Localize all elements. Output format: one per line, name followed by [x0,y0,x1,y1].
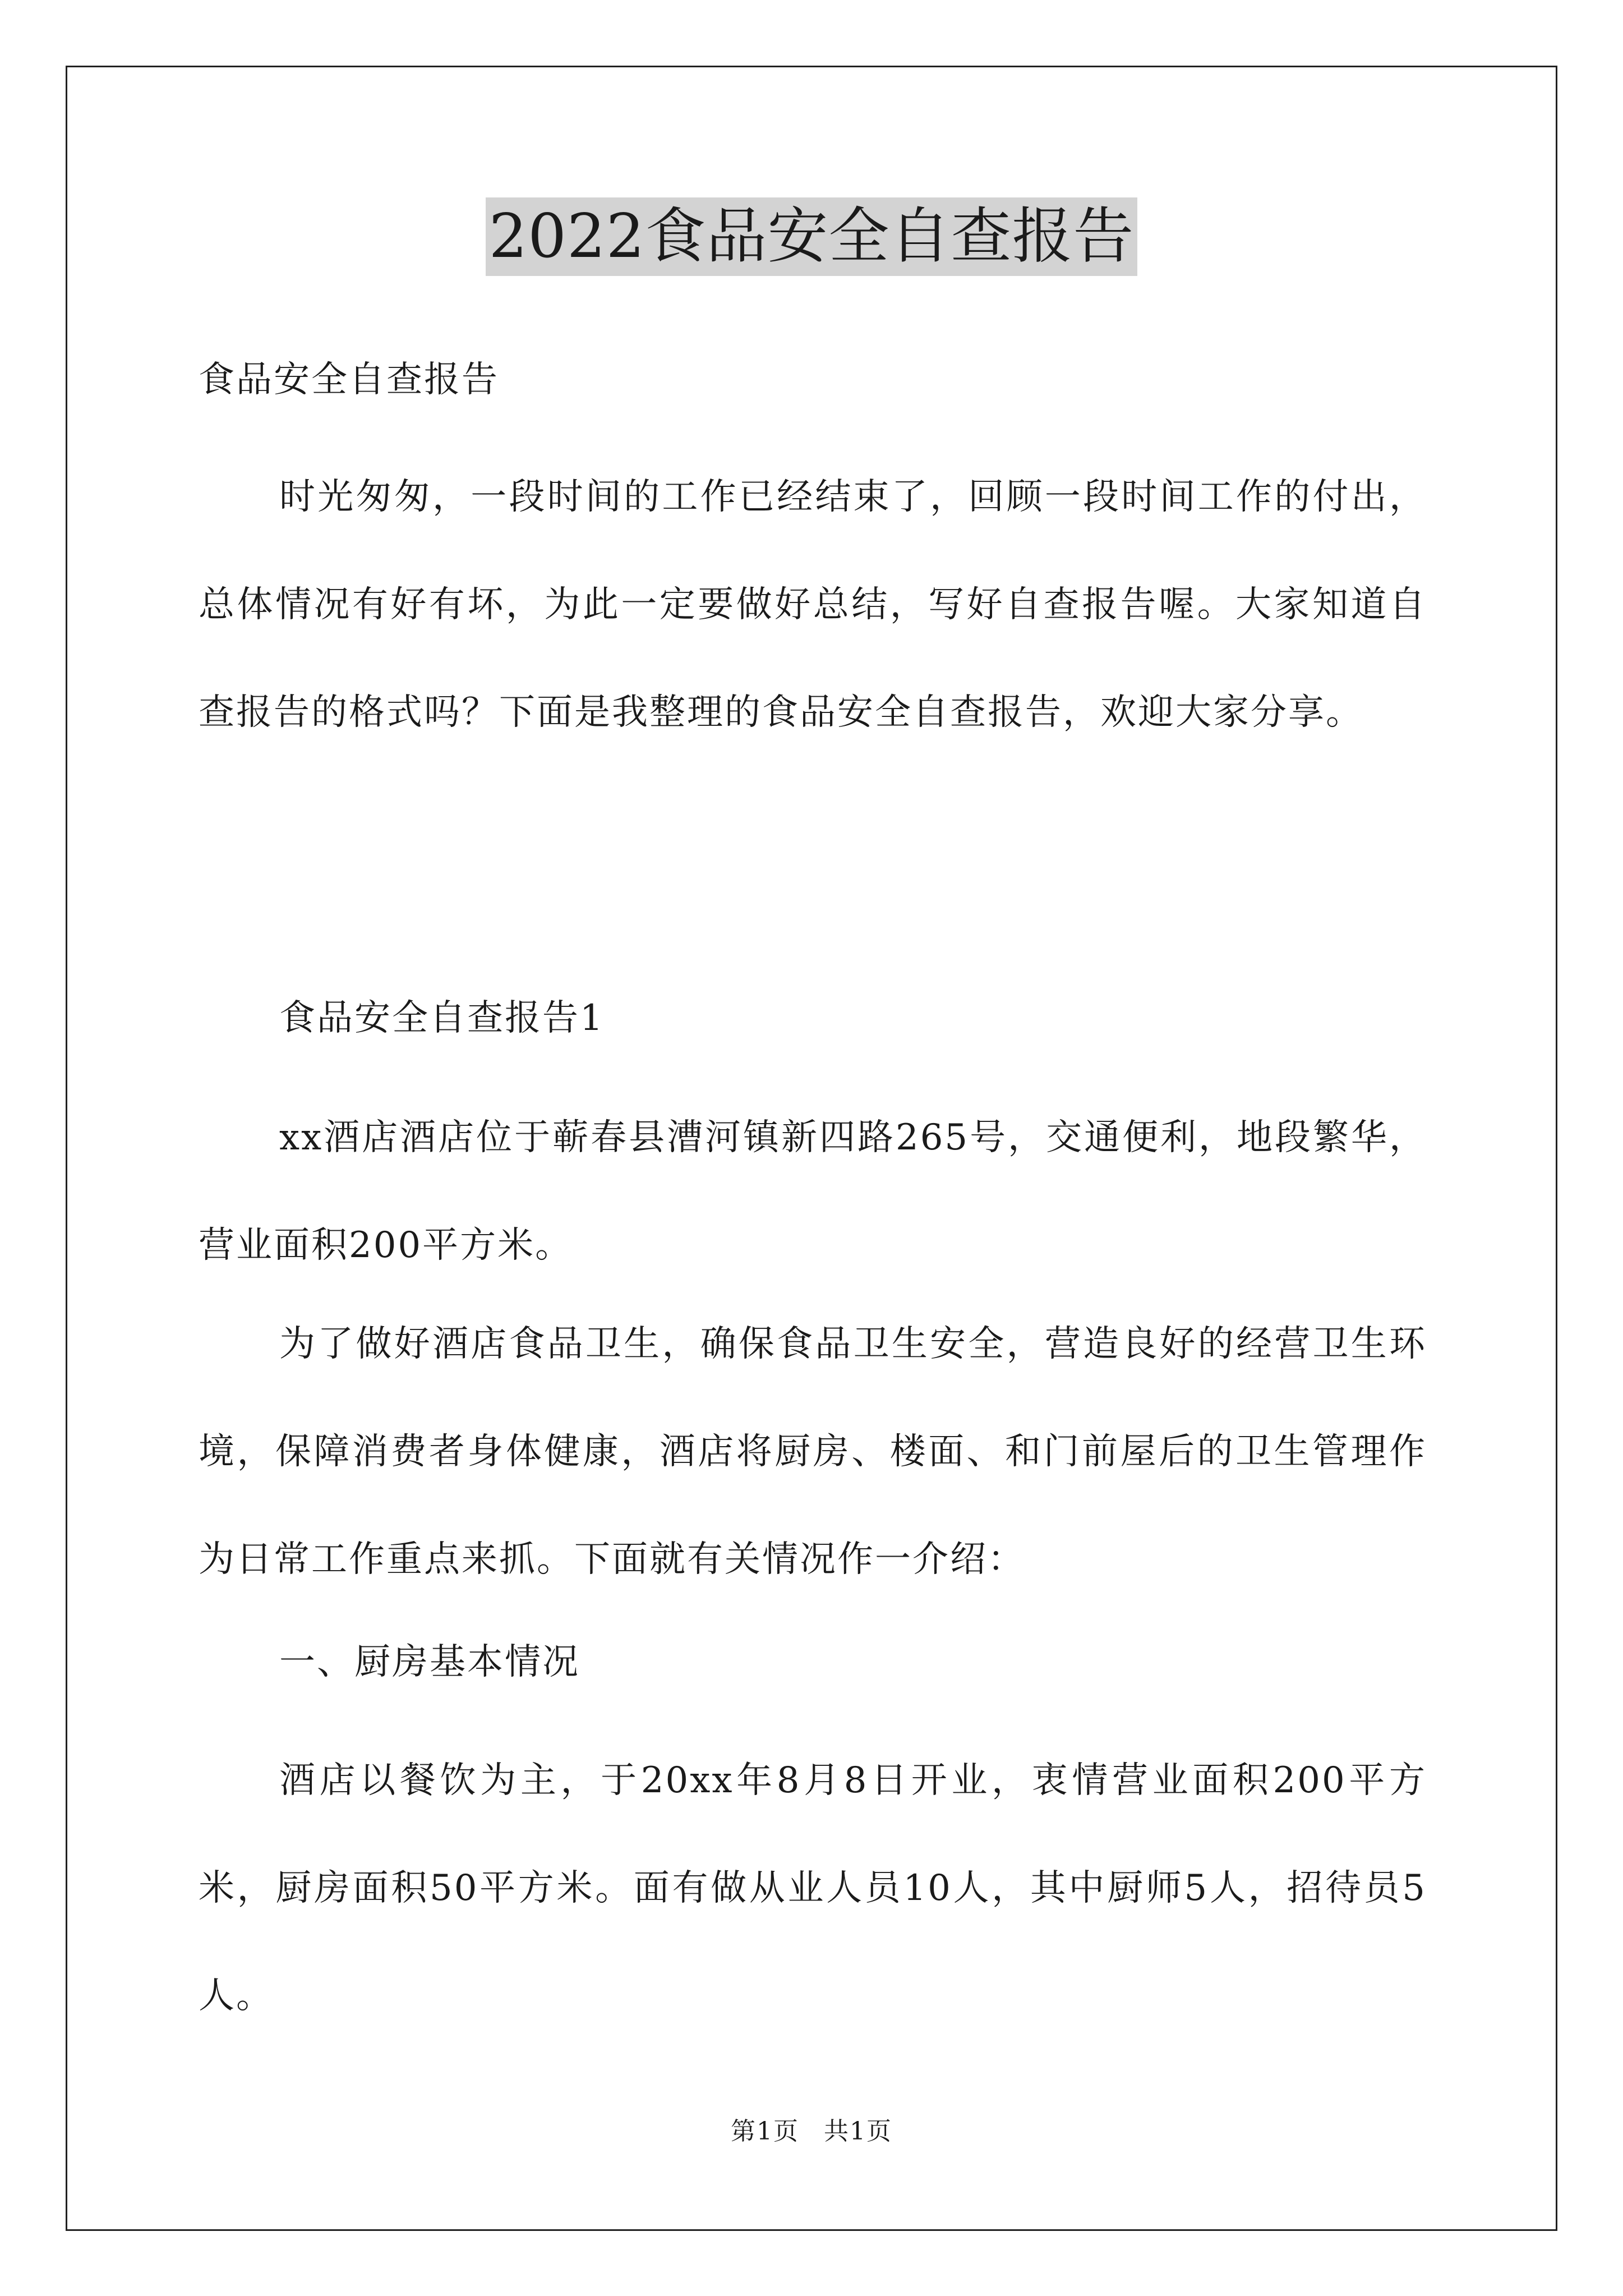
hotel-location-block [199,1084,1427,1299]
title-wrapper [0,197,1623,276]
page-footer [0,2115,1623,2148]
kitchen-details-paragraph: 酒店以餐饮为主，于20xx年8月8日开业，衷情营业面积200平方米，厨房面积50平方米。面有做从业人员10人，其中厨师5人，招待员5人。 [199,1760,1427,2017]
document-title: 2022食品安全自查报告 [486,197,1138,276]
hygiene-intro-paragraph: 为了做好酒店食品卫生，确保食品卫生安全，营造良好的经营卫生环境，保障消费者身体健康，酒店将厨房、楼面、和门前屋后的卫生管理作为日常工作重点来抓。下面就有关情况作一介绍： [199,1323,1427,1580]
intro-block [199,443,1427,766]
hygiene-intro-block [199,1290,1427,1613]
kitchen-heading: 一、厨房基本情况 [279,1641,580,1683]
page-number-current: 第1页 [731,2117,799,2146]
page-number-total: 共1页 [824,2117,892,2146]
hotel-location-paragraph: xx酒店酒店位于蕲春县漕河镇新四路265号，交通便利，地段繁华，营业面积200平方米。 [199,1117,1427,1266]
section-heading-report-1: 食品安全自查报告1 [279,997,605,1039]
intro-paragraph: 时光匆匆，一段时间的工作已经结束了，回顾一段时间工作的付出，总体情况有好有坏，为此一定要做好总结，写好自查报告喔。大家知道自查报告的格式吗？下面是我整理的食品安全自查报告，欢迎大家分享。 [199,476,1427,733]
kitchen-details-block [199,1727,1427,2050]
document-subtitle: 食品安全自查报告 [199,359,499,401]
